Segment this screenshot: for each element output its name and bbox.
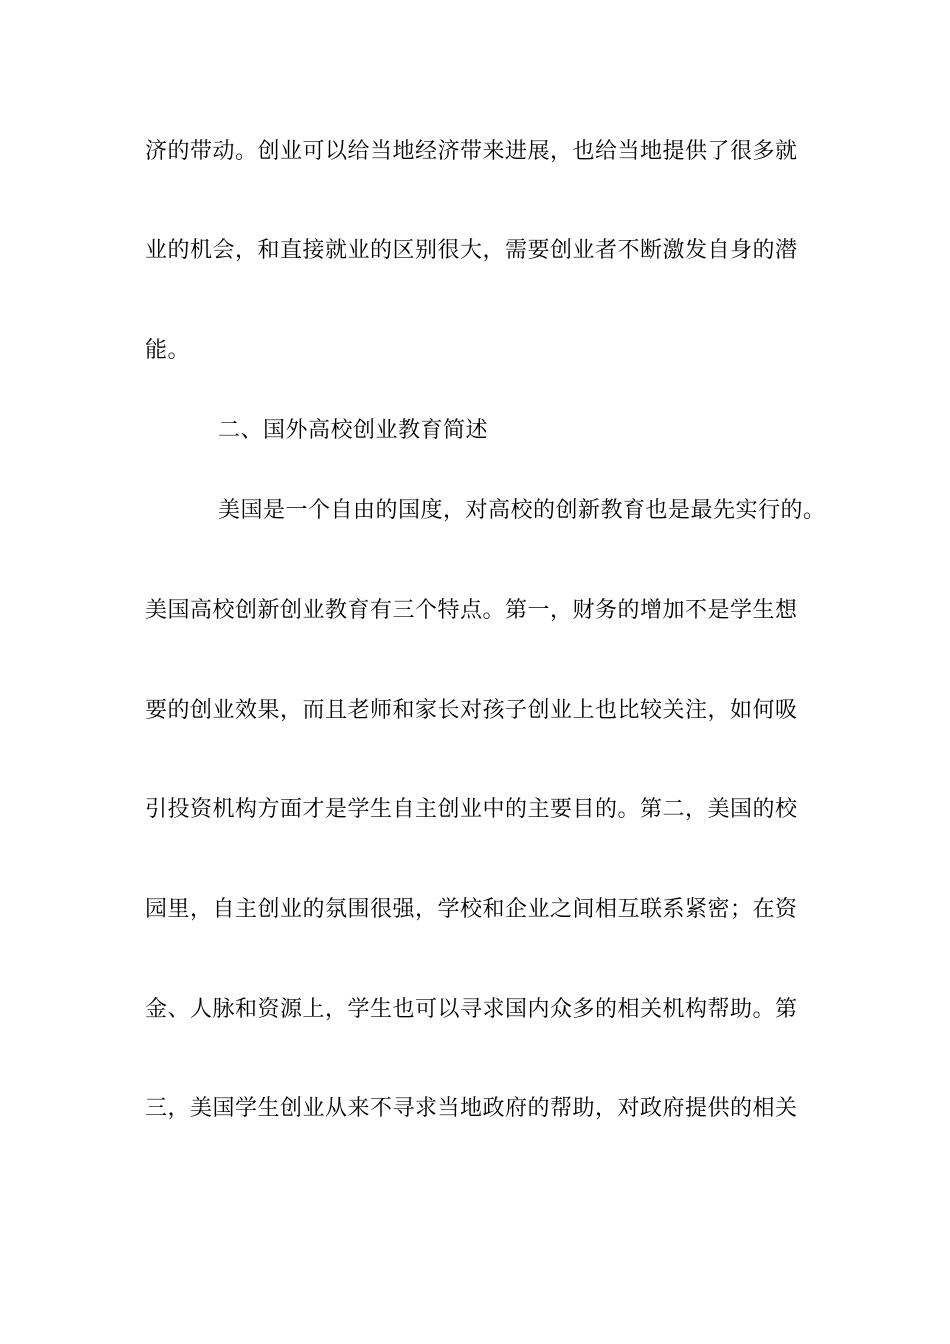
paragraph-line: 业的机会，和直接就业的区别很大，需要创业者不断激发自身的潜 (145, 238, 798, 263)
paragraph-line: 三，美国学生创业从来不寻求当地政府的帮助，对政府提供的相关 (145, 1096, 798, 1121)
paragraph-line: 金、人脉和资源上，学生也可以寻求国内众多的相关机构帮助。第 (145, 997, 798, 1022)
paragraph-line: 美国是一个自由的国度，对高校的创新教育也是最先实行的。 (218, 498, 826, 523)
paragraph-line: 引投资机构方面才是学生自主创业中的主要目的。第二，美国的校 (145, 797, 798, 822)
paragraph-line: 济的带动。创业可以给当地经济带来进展，也给当地提供了很多就 (145, 139, 798, 164)
section-heading: 二、国外高校创业教育简述 (218, 418, 489, 443)
paragraph-line: 能。 (145, 338, 191, 363)
paragraph-line: 美国高校创新创业教育有三个特点。第一，财务的增加不是学生想 (145, 598, 798, 623)
paragraph-line: 园里，自主创业的氛围很强，学校和企业之间相互联系紧密；在资 (145, 897, 798, 922)
paragraph-line: 要的创业效果，而且老师和家长对孩子创业上也比较关注，如何吸 (145, 698, 798, 723)
